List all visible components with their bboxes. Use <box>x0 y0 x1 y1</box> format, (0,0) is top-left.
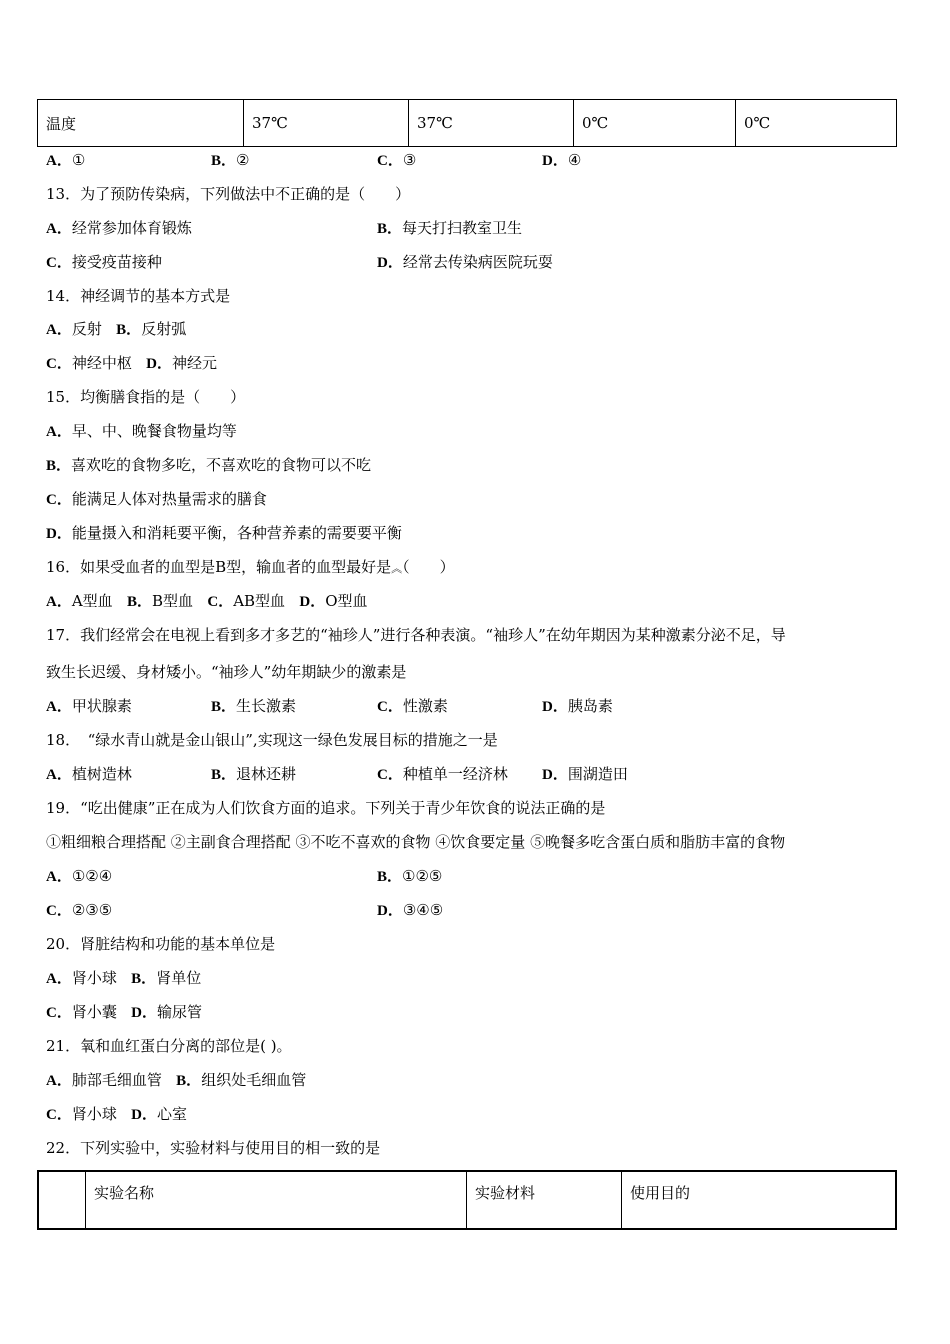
option-b[interactable]: B．反射弧 <box>116 320 187 338</box>
q20-options-row2 <box>46 1002 202 1023</box>
option-d[interactable]: D．胰岛素 <box>542 697 613 715</box>
option-b[interactable]: B．①②⑤ <box>377 867 443 885</box>
option-a[interactable]: A．经常参加体育锻炼 <box>46 219 192 237</box>
question-18-stem: 18． “绿水青山就是金山银山”,实现这一绿色发展目标的措施之一是 <box>46 731 498 749</box>
option-d[interactable]: D．能量摄入和消耗要平衡，各种营养素的需要要平衡 <box>46 524 402 542</box>
question-19-stem: 19．“吃出健康”正在成为人们饮食方面的追求。下列关于青少年饮食的说法正确的是 <box>46 799 606 817</box>
table-cell: 37℃ <box>409 100 574 147</box>
option-c[interactable]: C．②③⑤ <box>46 901 113 919</box>
q16-options <box>46 591 368 612</box>
q21-options-row1 <box>46 1070 306 1091</box>
option-c[interactable]: C．接受疫苗接种 <box>46 253 162 271</box>
question-17-stem-line2: 致生长迟缓、身材矮小。“袖珍人”幼年期缺少的激素是 <box>46 663 407 681</box>
question-14-stem: 14．神经调节的基本方式是 <box>46 287 231 305</box>
option-a[interactable]: A．①②④ <box>46 867 113 885</box>
option-b[interactable]: B．退林还耕 <box>211 765 297 783</box>
option-c[interactable]: C．能满足人体对热量需求的膳食 <box>46 490 267 508</box>
q14-options-row2 <box>46 353 217 374</box>
table-row <box>38 100 897 147</box>
table-header-cell <box>38 1171 86 1229</box>
temperature-table <box>37 99 897 147</box>
option-a[interactable]: A．① <box>46 151 86 169</box>
option-d[interactable]: D．输尿管 <box>131 1003 203 1021</box>
option-b[interactable]: B．每天打扫教室卫生 <box>377 219 523 237</box>
caret-mark-icon: ︽ <box>391 562 403 575</box>
table-cell: 37℃ <box>244 100 409 147</box>
option-a[interactable]: A．肾小球 <box>46 969 117 987</box>
q21-options-row2 <box>46 1104 187 1125</box>
table-header-cell: 实验材料 <box>467 1171 622 1229</box>
experiment-table <box>37 1170 897 1230</box>
option-b[interactable]: B．生长激素 <box>211 697 297 715</box>
option-b[interactable]: B．B型血 <box>127 592 194 610</box>
option-d[interactable]: D．神经元 <box>146 354 218 372</box>
table-header-cell: 实验名称 <box>86 1171 467 1229</box>
question-16-stem: 16．如果受血者的血型是B型，输血者的血型最好是︽（ ） <box>46 558 455 576</box>
option-d[interactable]: D．心室 <box>131 1105 188 1123</box>
option-b[interactable]: B．喜欢吃的食物多吃，不喜欢吃的食物可以不吃 <box>46 456 372 474</box>
question-13-stem: 13．为了预防传染病，下列做法中不正确的是（ ） <box>46 185 411 203</box>
option-a[interactable]: A．早、中、晚餐食物量均等 <box>46 422 237 440</box>
option-b[interactable]: B．组织处毛细血管 <box>176 1071 307 1089</box>
table-cell: 0℃ <box>574 100 736 147</box>
option-c[interactable]: C．肾小球 <box>46 1105 117 1123</box>
option-a[interactable]: A．A型血 <box>46 592 113 610</box>
table-header-cell: 使用目的 <box>622 1171 897 1229</box>
option-b[interactable]: B．② <box>211 151 250 169</box>
table-header-row <box>38 1171 896 1229</box>
option-c[interactable]: C．肾小囊 <box>46 1003 117 1021</box>
option-c[interactable]: C．神经中枢 <box>46 354 132 372</box>
q14-options-row1 <box>46 319 186 340</box>
option-c[interactable]: C．AB型血 <box>207 592 286 610</box>
option-d[interactable]: D．经常去传染病医院玩耍 <box>377 253 553 271</box>
option-c[interactable]: C．③ <box>377 151 417 169</box>
option-c[interactable]: C．性激素 <box>377 697 448 715</box>
option-a[interactable]: A．甲状腺素 <box>46 697 132 715</box>
question-19-statements: ①粗细粮合理搭配 ②主副食合理搭配 ③不吃不喜欢的食物 ④饮食要定量 ⑤晚餐多吃含蛋白质和脂肪丰富的食物 <box>46 833 786 851</box>
option-a[interactable]: A．肺部毛细血管 <box>46 1071 162 1089</box>
option-a[interactable]: A．植树造林 <box>46 765 132 783</box>
option-c[interactable]: C．种植单一经济林 <box>377 765 508 783</box>
question-21-stem: 21．氧和血红蛋白分离的部位是( )。 <box>46 1037 292 1055</box>
option-d[interactable]: D．O型血 <box>299 592 368 610</box>
question-15-stem: 15．均衡膳食指的是（ ） <box>46 388 246 406</box>
option-d[interactable]: D．围湖造田 <box>542 765 628 783</box>
question-17-stem-line1: 17．我们经常会在电视上看到多才多艺的“袖珍人”进行各种表演。“袖珍人”在幼年期因为某种激素分泌不足，导 <box>46 626 786 644</box>
question-22-stem: 22．下列实验中，实验材料与使用目的相一致的是 <box>46 1139 381 1157</box>
option-b[interactable]: B．肾单位 <box>131 969 202 987</box>
table-cell: 温度 <box>38 100 244 147</box>
question-20-stem: 20．肾脏结构和功能的基本单位是 <box>46 935 276 953</box>
option-a[interactable]: A．反射 <box>46 320 102 338</box>
option-d[interactable]: D．③④⑤ <box>377 901 444 919</box>
table-cell: 0℃ <box>736 100 897 147</box>
q20-options-row1 <box>46 968 201 989</box>
option-d[interactable]: D．④ <box>542 151 582 169</box>
